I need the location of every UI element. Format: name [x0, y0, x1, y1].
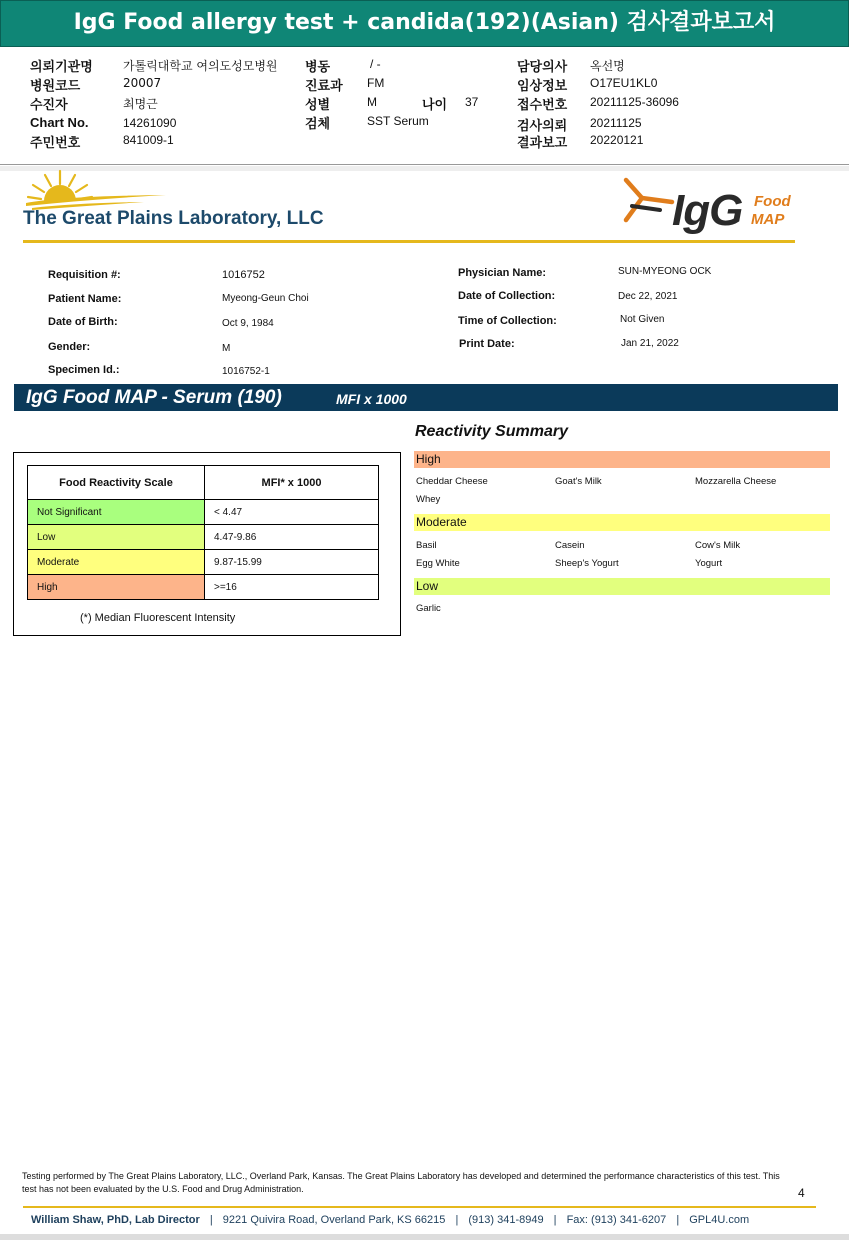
hdr-label-sex: 성별 — [305, 98, 331, 113]
food-item: Yogurt — [695, 558, 723, 569]
collection-date-value: Dec 22, 2021 — [618, 291, 678, 302]
hdr-label-age: 나이 — [422, 98, 448, 113]
food-item: Sheep's Yogurt — [555, 558, 619, 569]
antibody-logo-icon — [620, 176, 680, 226]
igg-logo-text: IgG — [672, 186, 743, 235]
hdr-value-resident-no: 841009-1 — [123, 133, 174, 147]
section-header-bar — [14, 384, 838, 411]
footer-phone: (913) 341-8949 — [468, 1214, 544, 1226]
scale-header-mfi: MFI* x 1000 — [205, 466, 379, 500]
footer-director: William Shaw, PhD, Lab Director — [31, 1214, 200, 1226]
hdr-label-resident-no: 주민번호 — [30, 136, 81, 151]
scale-range-low: 4.47-9.86 — [205, 525, 379, 550]
hdr-label-chart-no: Chart No. — [30, 115, 89, 130]
requisition-label: Requisition #: — [48, 269, 121, 281]
print-date-value: Jan 21, 2022 — [621, 338, 679, 349]
food-item: Garlic — [416, 603, 441, 614]
hdr-value-clinical-info: O17EU1KL0 — [590, 76, 658, 90]
scale-range-not-significant: < 4.47 — [205, 500, 379, 525]
section-title: IgG Food MAP - Serum (190) — [26, 387, 282, 408]
specimen-id-value: 1016752-1 — [222, 366, 270, 377]
hdr-label-institution: 의뢰기관명 — [30, 60, 93, 75]
scale-row — [28, 575, 379, 600]
sun-logo-icon — [24, 168, 174, 210]
hdr-label-request-date: 검사의뢰 — [517, 119, 568, 134]
reactivity-scale-table — [27, 465, 379, 600]
hdr-label-department: 진료과 — [305, 79, 343, 94]
scale-level-moderate: Moderate — [28, 550, 205, 575]
hdr-label-specimen: 검체 — [305, 117, 331, 132]
page-number: 4 — [798, 1186, 805, 1200]
print-date-label: Print Date: — [459, 338, 515, 350]
lab-name: The Great Plains Laboratory, LLC — [23, 208, 324, 229]
hdr-value-report-date: 20220121 — [590, 133, 644, 147]
scale-row — [28, 525, 379, 550]
requisition-value: 1016752 — [222, 269, 265, 281]
hdr-value-specimen: SST Serum — [367, 114, 429, 128]
patient-name-value: Myeong-Geun Choi — [222, 293, 309, 304]
physician-name-value: SUN-MYEONG OCK — [618, 266, 712, 277]
hdr-value-patient: 최명근 — [123, 97, 158, 111]
summary-band-moderate: Moderate — [414, 514, 830, 531]
hdr-label-receipt-no: 접수번호 — [517, 98, 568, 113]
hdr-label-hospital-code: 병원코드 — [30, 79, 81, 94]
scale-level-high: High — [28, 575, 205, 600]
specimen-id-label: Specimen Id.: — [48, 364, 120, 376]
collection-date-label: Date of Collection: — [458, 290, 556, 302]
food-item: Cow's Milk — [695, 540, 741, 551]
scale-row — [28, 500, 379, 525]
food-item: Egg White — [416, 558, 460, 569]
hdr-value-request-date: 20211125 — [590, 116, 642, 130]
hdr-value-chart-no: 14261090 — [123, 116, 177, 130]
collection-time-value: Not Given — [620, 314, 665, 325]
hdr-value-age: 37 — [465, 95, 479, 109]
hdr-value-ward: / - — [370, 57, 381, 71]
hdr-value-receipt-no: 20211125-36096 — [590, 95, 679, 109]
hdr-value-hospital-code: 20007 — [123, 76, 162, 90]
hdr-label-patient: 수진자 — [30, 98, 68, 113]
hdr-value-department: FM — [367, 76, 385, 90]
hdr-value-sex: M — [367, 95, 377, 109]
food-item: Cheddar Cheese — [416, 476, 488, 487]
collection-time-label: Time of Collection: — [458, 315, 557, 327]
scale-row — [28, 550, 379, 575]
food-item: Goat's Milk — [555, 476, 602, 487]
summary-band-low: Low — [414, 578, 830, 595]
hdr-value-physician: 옥선명 — [590, 59, 625, 73]
igg-logo-map: MAP — [751, 211, 785, 228]
footer-fax: Fax: (913) 341-6207 — [566, 1214, 667, 1226]
gender-label: Gender: — [48, 341, 91, 353]
scale-level-not-significant: Not Significant — [28, 500, 205, 525]
footer-contact: William Shaw, PhD, Lab Director | 9221 Quivira Road, Overland Park, KS 66215 | (913) 341-8949 | Fax: (913) 341-6207 | GPL4U.com — [31, 1214, 750, 1226]
footer-address: 9221 Quivira Road, Overland Park, KS 66215 — [222, 1214, 446, 1226]
scale-range-moderate: 9.87-15.99 — [205, 550, 379, 575]
mfi-footnote: (*) Median Fluorescent Intensity — [80, 612, 236, 624]
footer-disclaimer: Testing performed by The Great Plains Laboratory, LLC., Overland Park, Kansas. The Great Plains Laboratory has developed and determined the performance characteristics of this test. This test has not been evaluated by the U.S. Food and Drug Administration. — [22, 1171, 780, 1194]
patient-name-label: Patient Name: — [48, 293, 122, 305]
report-title-banner: IgG Food allergy test + candida(192)(Asian) 검사결과보고서 — [0, 0, 849, 47]
dob-value: Oct 9, 1984 — [222, 318, 274, 329]
hdr-label-physician: 담당의사 — [517, 60, 568, 75]
scale-range-high: >=16 — [205, 575, 379, 600]
hdr-label-report-date: 결과보고 — [517, 136, 568, 151]
summary-band-high: High — [414, 451, 830, 468]
bottom-strip — [0, 1234, 849, 1240]
hdr-label-clinical-info: 임상정보 — [517, 79, 568, 94]
lab-header-rule — [23, 240, 795, 243]
food-item: Casein — [555, 540, 585, 551]
section-subtitle: MFI x 1000 — [336, 391, 407, 407]
igg-logo-food: Food — [754, 193, 791, 210]
gender-value: M — [222, 343, 231, 354]
scale-level-low: Low — [28, 525, 205, 550]
footer-website[interactable]: GPL4U.com — [689, 1214, 750, 1226]
food-item: Basil — [416, 540, 437, 551]
physician-name-label: Physician Name: — [458, 267, 547, 279]
food-item: Whey — [416, 494, 441, 505]
hdr-label-ward: 병동 — [305, 60, 331, 75]
header-divider — [0, 164, 849, 165]
reactivity-summary-title: Reactivity Summary — [415, 423, 568, 440]
scale-header-level: Food Reactivity Scale — [28, 466, 205, 500]
footer-rule — [23, 1206, 816, 1208]
dob-label: Date of Birth: — [48, 316, 118, 328]
hdr-value-institution: 가톨릭대학교 여의도성모병원 — [123, 59, 278, 73]
food-item: Mozzarella Cheese — [695, 476, 777, 487]
